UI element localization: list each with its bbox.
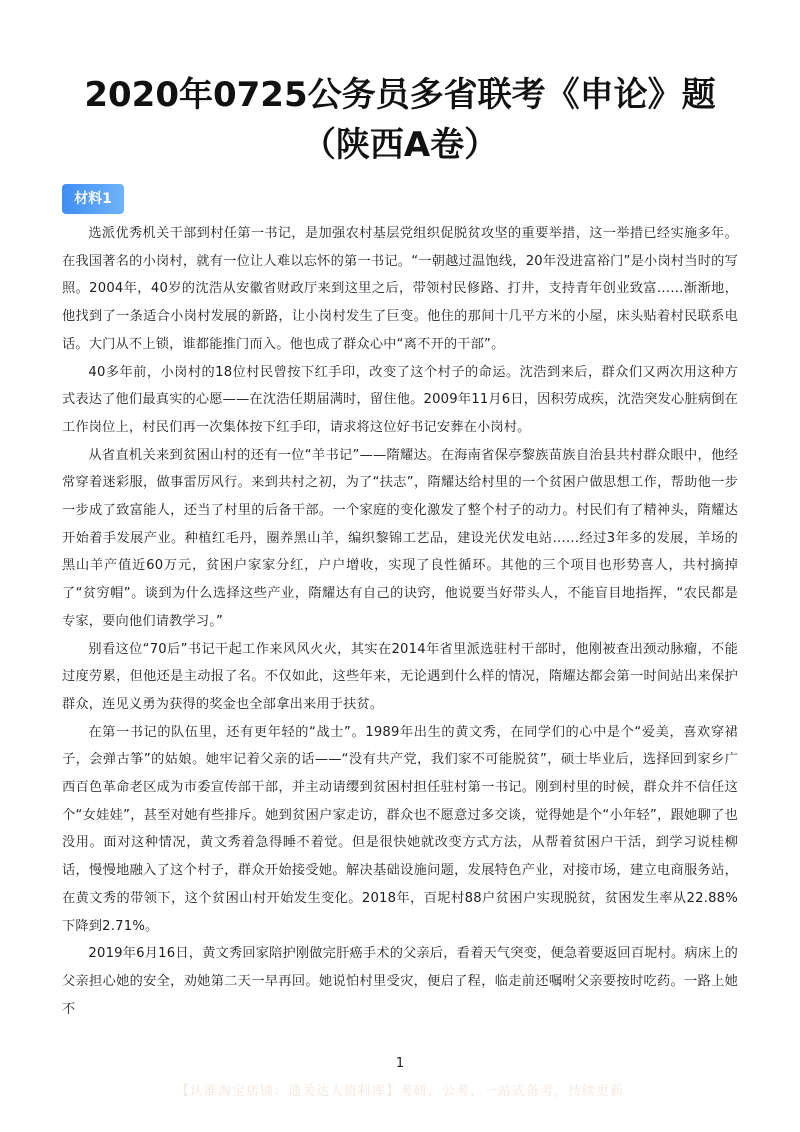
paragraph: 别看这位“70后”书记干起工作来风风火火，其实在2014年省里派选驻村干部时，他刚被查出颈动脉瘤，不能过度劳累，但他还是主动报了名。不仅如此，这些年来，无论遇到什么样的情况，隋耀达都会第一时间站出来保护群众，连见义勇为获得的奖金也全部拿出来用于扶贫。 — [62, 641, 738, 712]
material-body — [62, 220, 738, 1023]
title-line-2: （陕西A卷） — [301, 125, 499, 165]
watermark-text: 【认准淘宝店铺：通关达人资料库】考研，公考，一站式备考，持续更新 — [175, 1084, 624, 1099]
section-badge: 材料1 — [62, 184, 124, 214]
title-line-1: 2020年0725公务员多省联考《申论》题 — [84, 75, 716, 115]
paragraph: 40多年前，小岗村的18位村民曾按下红手印，改变了这个村子的命运。沈浩到来后，群众们又两次用这种方式表达了他们最真实的心愿——在沈浩任期届满时，留住他。2009年11月6日，因积劳成疾，沈浩突发心脏病倒在工作岗位上，村民们再一次集体按下红手印，请求将这位好书记安葬在小岗村。 — [62, 364, 738, 435]
paragraph: 2019年6月16日，黄文秀回家陪护刚做完肝癌手术的父亲后，看着天气突变，便急着要返回百坭村。病床上的父亲担心她的安全，劝她第二天一早再回。她说怕村里受灾，便启了程，临走前还嘱咐父亲要按时吃药。一路上她不 — [62, 946, 738, 1017]
page-number: 1 — [395, 1056, 405, 1071]
paragraph: 选派优秀机关干部到村任第一书记，是加强农村基层党组织促脱贫攻坚的重要举措，这一举措已经实施多年。在我国著名的小岗村，就有一位让人难以忘怀的第一书记。“一朝越过温饱线，20年没进富裕门”是小岗村当时的写照。2004年，40岁的沈浩从安徽省财政厅来到这里之后，带领村民修路、打井，支持青年创业致富……渐渐地，他找到了一条适合小岗村发展的新路，让小岗村发生了巨变。他住的那间十几平方米的小屋，床头贴着村民联系电话。大门从不上锁，谁都能推门而入。他也成了群众心中“离不开的干部”。 — [62, 226, 738, 352]
paragraph: 从省直机关来到贫困山村的还有一位“羊书记”——隋耀达。在海南省保亭黎族苗族自治县共村群众眼中，他经常穿着迷彩服，做事雷厉风行。来到共村之初，为了“扶志”，隋耀达给村里的一个贫困户做思想工作，帮助他一步一步成了致富能人，还当了村里的后备干部。一个家庭的变化激发了整个村子的动力。村民们有了精神头，隋耀达开始着手发展产业。种植红毛丹，圈养黑山羊，编织黎锦工艺品，建设光伏发电站……经过3年多的发展，羊场的黑山羊产值近60万元，贫困户家家分红，户户增收，实现了良性循环。其他的三个项目也形势喜人，共村摘掉了“贫穷帽”。谈到为什么选择这些产业，隋耀达有自己的诀窍，他说要当好带头人，不能盲目地指挥，“农民都是专家，要向他们请教学习。” — [62, 447, 738, 629]
page-title — [40, 70, 760, 170]
paragraph: 在第一书记的队伍里，还有更年轻的“战士”。1989年出生的黄文秀，在同学们的心中是个“爱美，喜欢穿裙子，会弹古筝”的姑娘。她牢记着父亲的话——“没有共产党，我们家不可能脱贫”，硕士毕业后，选择回到家乡广西百色革命老区成为市委宣传部干部，并主动请缨到贫困村担任驻村第一书记。刚到村里的时候，群众并不信任这个“女娃娃”，甚至对她有些排斥。她到贫困户家走访，群众也不愿意过多交谈，觉得她是个“小年轻”，跟她聊了也没用。面对这种情况，黄文秀着急得睡不着觉。但是很快她就改变方式方法，从帮着贫困户干活，到学习说桂柳话，慢慢地融入了这个村子，群众开始接受她。解决基础设施问题，发展特色产业，对接市场，建立电商服务站，在黄文秀的带领下，这个贫困山村开始发生变化。2018年，百坭村88户贫困户实现脱贫，贫困发生率从22.88%下降到2.71%。 — [62, 724, 738, 934]
